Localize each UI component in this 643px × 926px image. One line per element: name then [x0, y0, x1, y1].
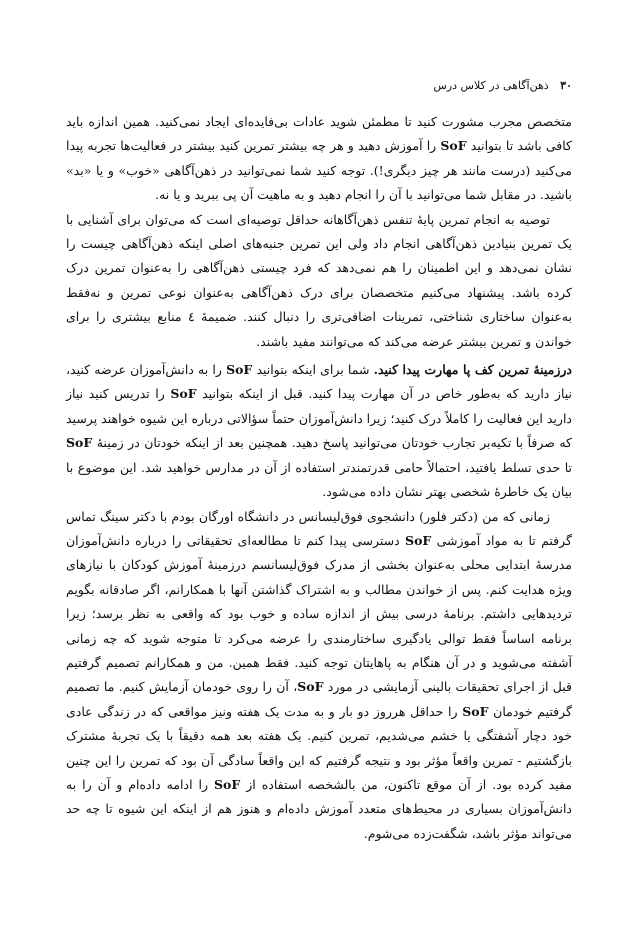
section-heading: درزمینهٔ تمرین کف پا مهارت پیدا کنید. — [373, 362, 572, 378]
sof-term: SoF — [170, 386, 197, 402]
text-run: را به دانش‌آموزان عرضه کنید، نیاز دارید که به‌طور خاص در آن مهارت پیدا کنید. قبل از اینکه بتوانید — [66, 362, 572, 402]
text-run: را آموزش دهید و هر چه بیشتر تمرین کنید بیشتر در فعالیت‌ها تجربه پیدا می‌کنید (درست مانند هر چیز دیگری!). توجه کنید شما نمی‌توانید در ذهن‌آگاهی «خوب» و یا «بد» باشید. در مقابل شما می‌توانید با آن را انجام دهید و به ماهیت آن پی ببرید و یا نه. — [66, 138, 572, 203]
page-number: ۳۰ — [560, 79, 572, 92]
text-run: توصیه به انجام تمرین پایهٔ تنفس ذهن‌آگاهانه حداقل توصیه‌ای است که می‌توان برای آشنایی با یک تمرین بنیادین ذهن‌آگاهی انجام داد ولی این تمرین جنبه‌های اصلی اینکه ذهن‌آگاهی چیست را نشان نمی‌دهد و این اطمینان را هم نمی‌دهد که فرد چیستی ذهن‌آگاهی را به‌عنوان تمرین درک کرده باشد. پیشنهاد می‌کنیم متخصصان برای درک ذهن‌آگاهی به‌عنوان نوعی تمرین و نه‌فقط به‌عنوان ساختاری شناختی، تمرینات اضافی‌تری را دنبال کنند. ضمیمهٔ ٤ منابع بیشتری را برای خواندن و تمرین بیشتر عرضه می‌کند که می‌توانند مفید باشند. — [66, 211, 572, 349]
paragraph — [66, 110, 572, 208]
running-title: ذهن‌آگاهی در کلاس درس — [433, 79, 549, 92]
sof-term: SoF — [405, 532, 432, 548]
text-run: ، آن را روی خودمان آزمایش کنیم. ما تصمیم گرفتیم خودمان — [66, 679, 572, 719]
sof-term: SoF — [462, 703, 489, 719]
text-run: شما برای اینکه بتوانید — [252, 362, 374, 378]
running-header — [400, 78, 572, 94]
sof-term: SoF — [66, 435, 93, 451]
text-run: را تدریس کنید نیاز دارید این فعالیت را کاملاً درک کنید؛ زیرا دانش‌آموزان حتماً سؤالاتی درباره این شیوه خواهند پرسید که صرفاً با تکیه‌بر تجارب خودتان می‌توانید پاسخ دهید. همچنین بعد از اینکه خودتان در زمینهٔ — [66, 386, 572, 451]
paragraph — [66, 358, 572, 504]
paragraph — [66, 208, 572, 354]
text-run: تا حدی تسلط یافتید، احتمالاً حامی قدرتمندتر استفاده از آن در مدارس خواهید شد. این موضوع با بیان یک خاطرهٔ شخصی بهتر نشان داده می‌شود. — [66, 459, 572, 500]
sof-term: SoF — [214, 776, 241, 792]
text-run: را حداقل هرروز دو بار و به مدت یک هفته ونیز مواقعی که در زندگی عادی خود دچار آشفتگی یا خشم می‌شدیم، تمرین کنیم. یک هفته بعد همه دقیقاً با یک تجربهٔ مشترک بازگشتیم - تمرین واقعاً مؤثر بود و نتیجه گرفتیم که این واقعاً سادگی آن بود که تمرین را این چنین مفید کرده بود. از آن موقع تاکنون، من بالشخصه استفاده از — [66, 703, 572, 792]
text-run: زمانی که من (دکتر فلور) دانشجوی فوق‌لیسانس در دانشگاه اورگان بودم با دکتر سینگ تماس گرفتم تا به مواد آموزشی — [66, 508, 573, 548]
page-body — [66, 110, 572, 846]
text-run: را ادامه داده‌ام و آن را به دانش‌آموزان بسیاری در محیط‌های متعدد آموزش داده‌ام و هنوز هم از اینکه این شیوه تا چه حد می‌تواند مؤثر باشد، شگفت‌زده می‌شوم. — [66, 776, 572, 841]
text-run: دسترسی پیدا کنم تا مطالعه‌ای تحقیقاتی را درباره دانش‌آموزان مدرسهٔ ابتدایی محلی به‌عنوان بخشی از مدرک فوق‌لیسانسم درزمینهٔ آموزش کودکان با نیازهای ویژه هدایت کنم. پس از خواندن مطالب و به اشتراک گذاشتن آنها با همکارانم، اگر صادقانه بگویم تردیدهایی داشتم. برنامهٔ درسی بیش از اندازه ساده و خوب بود که واقعی به نظر برسد؛ زیرا برنامه اساساً فقط توالی یادگیری ساختارمندی را عرضه می‌کرد تا متوجه شوید که چه زمانی آشفته می‌شوید و در آن هنگام به پاهایتان توجه کنید. فقط همین. من و همکارانم تصمیم گرفتیم قبل از اجرای تحقیقات بالینی آزمایشی در مورد — [66, 532, 572, 695]
text-run: متخصص مجرب مشورت کنید تا مطمئن شوید عادات بی‌فایده‌ای ایجاد نمی‌کنید. همین اندازه باید کافی باشد تا بتوانید — [66, 114, 572, 154]
sof-term: SoF — [226, 362, 253, 378]
sof-term: SoF — [297, 679, 324, 695]
sof-term: SoF — [440, 138, 467, 154]
paragraph — [66, 505, 572, 847]
